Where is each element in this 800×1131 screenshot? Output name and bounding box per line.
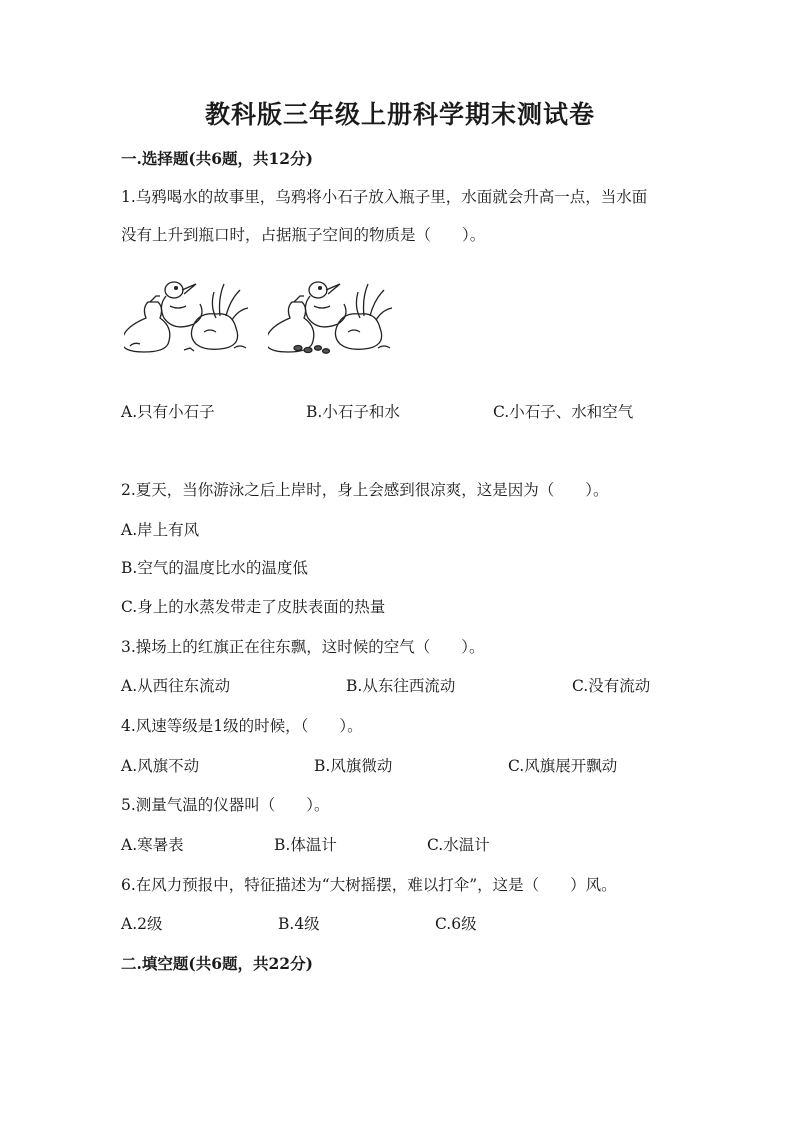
- question-2: 2.夏天，当你游泳之后上岸时，身上会感到很凉爽，这是因为（ ）。: [121, 481, 609, 499]
- question-4: 4.风速等级是1级的时候，（ ）。: [121, 717, 363, 735]
- q1-option-b: B.小石子和水: [306, 403, 400, 421]
- q2-option-c: C.身上的水蒸发带走了皮肤表面的热量: [121, 598, 386, 616]
- q3-option-c: C.没有流动: [572, 677, 651, 695]
- section-heading-choice: 一.选择题(共6题，共12分): [121, 149, 313, 168]
- question-1-line-1: 1.乌鸦喝水的故事里，乌鸦将小石子放入瓶子里，水面就会升高一点，当水面: [121, 188, 648, 206]
- q6-option-a: A.2级: [121, 915, 163, 933]
- question-6: 6.在风力预报中，特征描述为“大树摇摆，难以打伞”，这是（ ）风。: [121, 876, 617, 894]
- q1-option-c: C.小石子、水和空气: [493, 403, 634, 421]
- q4-option-a: A.风旗不动: [121, 757, 200, 775]
- question-5: 5.测量气温的仪器叫（ ）。: [121, 796, 330, 814]
- q2-option-a: A.岸上有风: [121, 521, 200, 539]
- crow-pitcher-illustration-2: [268, 276, 398, 358]
- q5-option-a: A.寒暑表: [121, 836, 184, 854]
- section-heading-fill-blank: 二.填空题(共6题，共22分): [121, 954, 313, 973]
- q6-option-c: C.6级: [435, 915, 477, 933]
- question-1-line-2: 没有上升到瓶口时，占据瓶子空间的物质是（ ）。: [121, 226, 486, 244]
- q3-option-b: B.从东往西流动: [346, 677, 456, 695]
- q6-option-b: B.4级: [278, 915, 320, 933]
- q4-option-c: C.风旗展开飘动: [508, 757, 618, 775]
- q4-option-b: B.风旗微动: [314, 757, 393, 775]
- crow-pitcher-illustration-1: [124, 276, 254, 358]
- question-3: 3.操场上的红旗正在往东飘，这时候的空气（ ）。: [121, 638, 485, 656]
- q3-option-a: A.从西往东流动: [121, 677, 231, 695]
- q5-option-b: B.体温计: [274, 836, 337, 854]
- q5-option-c: C.水温计: [427, 836, 490, 854]
- q1-option-a: A.只有小石子: [121, 403, 215, 421]
- q2-option-b: B.空气的温度比水的温度低: [121, 559, 308, 577]
- page-title: 教科版三年级上册科学期末测试卷: [204, 100, 595, 129]
